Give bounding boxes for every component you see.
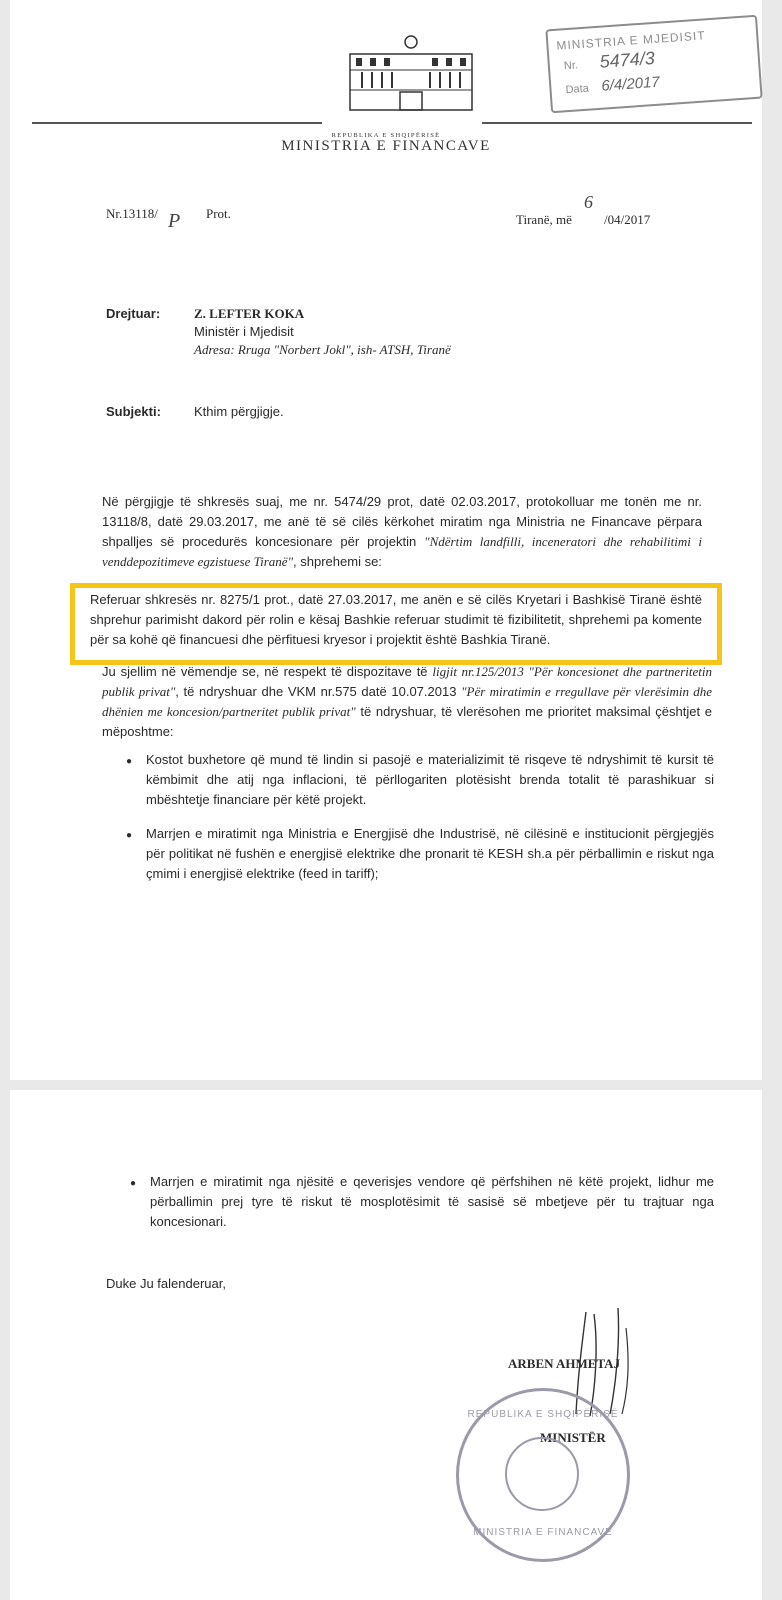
signatory-role: MINISTËR — [540, 1430, 606, 1445]
paragraph-request — [102, 492, 702, 572]
closing-thanks: Duke Ju falenderuar, — [106, 1276, 226, 1291]
paragraph-request-text: Në përgjigje të shkresës suaj, me nr. 5474/29 prot, datë 02.03.2017, protokolluar me tonën me nr. 13118/8, datë 29.03.2017, me anë të së cilës kërkohet miratim nga Ministria ne Financave përpara shpalljes së procedurës koncesionare për projektin — [102, 494, 702, 549]
ministry-name: MINISTRIA E FINANCAVE — [281, 138, 491, 154]
bullet-item-3: Marrjen e miratimit nga njësitë e qeverisjes vendore që përfshihen në këtë projekt, lidhur me përballimin prej tyre të riskut të mosplotësimit të sasisë së mbetjeve për tu trajtuar nga koncesionari. — [150, 1174, 714, 1229]
paragraph-request-end: , shprehemi se: — [293, 554, 382, 569]
bullet-icon: ● — [126, 830, 133, 841]
reference-number: Nr.13118/ — [106, 206, 158, 221]
addressee-name: Z. LEFTER KOKA — [194, 306, 305, 321]
state-emblem-icon — [340, 32, 482, 114]
signatory-name: ARBEN AHMETAJ — [508, 1356, 621, 1371]
subject-label: Subjekti: — [106, 404, 161, 419]
addressee-title: Ministër i Mjedisit — [194, 324, 294, 339]
stamp-nr-label: Nr. — [563, 59, 579, 73]
republic-label: REPUBLIKA E SHQIPËRISË — [331, 132, 441, 139]
reference-place: Tiranë, më — [516, 212, 572, 227]
reference-handwritten: P — [168, 210, 181, 232]
header-rule-right — [482, 122, 752, 124]
addressee-address: Adresa: Rruga "Norbert Jokl", ish- ATSH, Tiranë — [194, 342, 451, 357]
subject-value: Kthim përgjigje. — [194, 404, 284, 419]
seal-top-text: REPUBLIKA E SHQIPËRISË — [467, 1409, 619, 1420]
addressee-label: Drejtuar: — [106, 306, 161, 321]
bullet-item-1: Kostot buxhetore që mund të lindin si pasojë e materializimit të risqeve të ndryshimit të kursit të këmbimit dhe atij nga inflacioni, të përllogariten plotësisht brenda totalit të parashikuar si mbështetje financiare për këtë projekt. — [146, 752, 714, 807]
vkm-reference: "Për miratimin e rregullave për vlerësimin dhe dhënien me koncesion/partneritet publik privat" — [102, 684, 712, 719]
law-reference: ligjit nr.125/2013 "Për koncesionet dhe partneritetin publik privat" — [102, 664, 712, 699]
stamp-date-label: Data — [565, 82, 590, 97]
paragraph-municipality: Referuar shkresës nr. 8275/1 prot., datë 27.03.2017, me anën e së cilës Kryetari i Bashkisë Tiranë është shprehur parimisht dakord për rolin e kësaj Bashkie referuar studimit të fizibilitetit, shprehemi pa komente për sa kohë që financuesi dhe përfituesi kryesor i projektit është Bashkia Tiranë. — [90, 592, 702, 647]
reference-prot: Prot. — [206, 206, 231, 221]
bullet-item-2: Marrjen e miratimit nga Ministria e Energjisë dhe Industrisë, në cilësinë e institucionit përgjegjës për politikat në fushën e energjisë elektrike dhe pronarit të KESH sh.a për përballimin e riskut nga çmimi i energjisë elektrike (feed in tariff); — [146, 826, 714, 881]
stamp-date-value: 6/4/2017 — [600, 73, 661, 95]
reference-day-handwritten: 6 — [584, 192, 593, 212]
paragraph-priorities-end: të ndryshuar, të vlerësohen me prioritet maksimal çështjet e mëposhtme: — [102, 704, 712, 739]
paragraph-priorities-mid: , të ndryshuar dhe VKM nr.575 datë 10.07.2013 — [175, 684, 462, 699]
paragraph-priorities — [102, 662, 712, 742]
letter-page-2 — [10, 1090, 762, 1600]
bullet-icon: ● — [126, 756, 133, 767]
stamp-ministry: MINISTRIA E MJEDISIT — [556, 28, 706, 53]
reference-date: /04/2017 — [604, 212, 651, 227]
letter-page-1 — [10, 0, 762, 1080]
paragraph-priorities-text: Ju sjellim në vëmendje se, në respekt të dispozitave të — [102, 664, 433, 679]
received-stamp — [545, 15, 762, 114]
bullet-icon: ● — [130, 1178, 137, 1189]
stamp-nr-value: 5474/3 — [599, 47, 656, 72]
seal-bottom-text: MINISTRIA E FINANCAVE — [473, 1527, 613, 1538]
header-rule-left — [32, 122, 322, 124]
seal-emblem-icon — [505, 1437, 579, 1511]
official-seal — [456, 1388, 630, 1562]
project-title: "Ndërtim landfilli, inceneratori dhe rehabilitimi i venddepozitimeve egzistuese Tiranë" — [102, 534, 703, 569]
